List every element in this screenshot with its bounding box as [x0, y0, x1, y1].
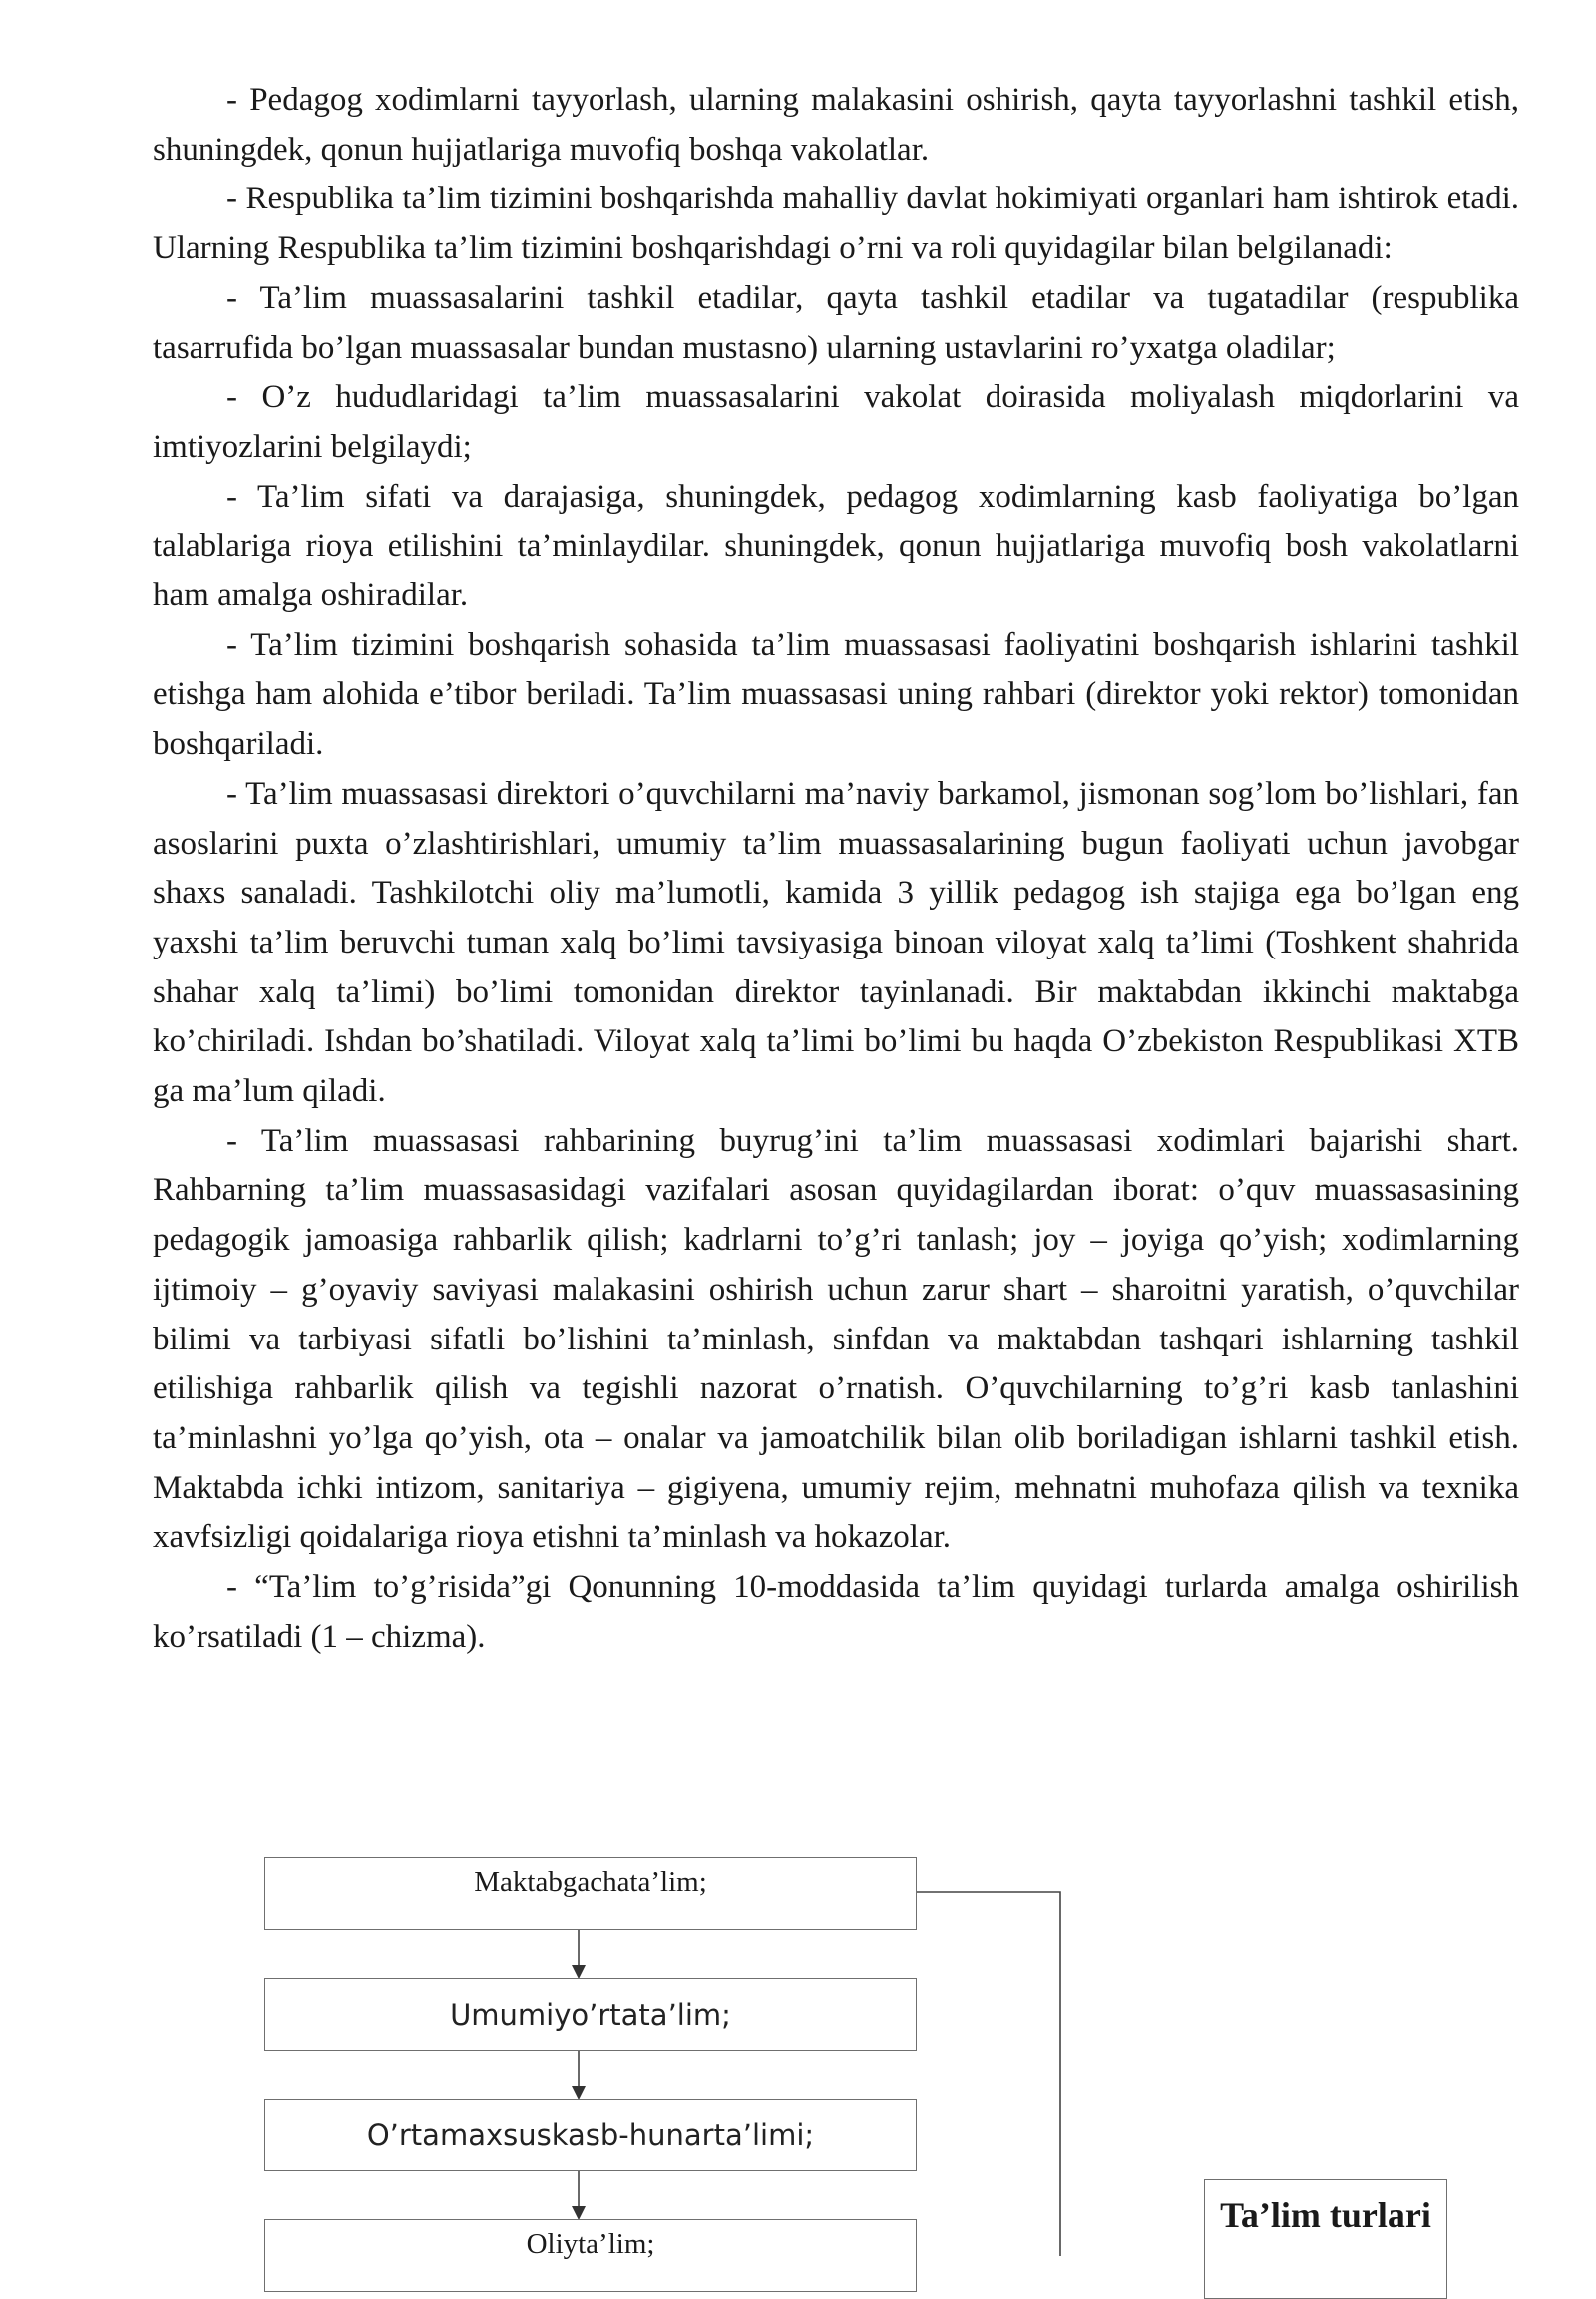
- box-label: O’rtamaxsuskasb-hunarta’limi;: [366, 2117, 815, 2152]
- box-label: Umumiyo’rtata’lim;: [450, 1997, 731, 2032]
- paragraph: - Respublika ta’lim tizimini boshqarishda mahalliy davlat hokimiyati organlari ham ishtirok etadi. Ularning Respublika ta’lim tizimini boshqarishdagi o’rni va roli quyidagilar bilan belgilanadi:: [153, 181, 1519, 267]
- body-text: [153, 76, 1519, 1663]
- box-label: Oliyta’lim;: [526, 2228, 655, 2260]
- box-label: Maktabgachata’lim;: [474, 1866, 707, 1898]
- paragraph: - Ta’lim tizimini boshqarish sohasida ta’lim muassasasi faoliyatini boshqarish ishlarini tashkil etishga ham alohida e’tibor beriladi. Ta’lim muassasasi uning rahbari (direktor yoki rektor) tomonidan boshqariladi.: [153, 626, 1519, 763]
- arrowhead: [572, 2086, 586, 2100]
- diagram-title: Ta’lim turlari: [1220, 2195, 1431, 2235]
- paragraph: - “Ta’lim to’g’risida”gi Qonunning 10-moddasida ta’lim quyidagi turlarda amalga oshirilish ko’rsatiladi (1 – chizma).: [153, 1569, 1519, 1655]
- box-umumiy: [264, 1978, 917, 2051]
- box-maktabgacha: [264, 1857, 917, 1930]
- connector-line: [916, 1892, 1060, 2256]
- arrowhead: [572, 1965, 586, 1979]
- box-ortamaxsus: [264, 2099, 917, 2171]
- arrowhead: [572, 2206, 586, 2220]
- paragraph: - Ta’lim muassasalarini tashkil etadilar, qayta tashkil etadilar va tugatadilar (respublika tasarrufida bo’lgan muassasalar bundan mustasno) ularning ustavlarini ro’yxatga oladilar;: [153, 279, 1519, 366]
- paragraph: - Pedagog xodimlarni tayyorlash, ularning malakasini oshirish, qayta tayyorlashni tashkil etish, shuningdek, qonun hujjatlariga muvofiq boshqa vakolatlar.: [153, 82, 1519, 168]
- paragraph: - Ta’lim muassasasi direktori o’quvchilarni ma’naviy barkamol, jismonan sog’lom bo’lishlari, fan asoslarini puxta o’zlashtirishlari, umumiy ta’lim muassasalarining bugun faoliyati uchun javobgar shaxs sanaladi. Tashkilotchi oliy ma’lumotli, kamida 3 yillik pedagog ish stajiga ega bo’lgan eng yaxshi ta’lim beruvchi tuman xalq bo’limi tavsiyasiga binoan viloyat xalq ta’limi (Toshkent shahrida shahar xalq ta’limi) bo’limi tomonidan direktor tayinlanadi. Bir maktabdan ikkinchi maktabga ko’chiriladi. Ishdan bo’shatiladi. Viloyat xalq ta’limi bo’limi bu haqda O’zbekiston Respublikasi XTB ga ma’lum qiladi.: [153, 775, 1519, 1110]
- diagram-title-box: [1204, 2179, 1447, 2299]
- paragraph: - Ta’lim sifati va darajasiga, shuningdek, pedagog xodimlarning kasb faoliyatiga bo’lgan talablariga rioya etilishini ta’minlaydilar. shuningdek, qonun hujjatlariga muvofiq bosh vakolatlarni ham amalga oshiradilar.: [153, 478, 1519, 614]
- paragraph: - Ta’lim muassasasi rahbarining buyrug’ini ta’lim muassasasi xodimlari bajarishi shart. Rahbarning ta’lim muassasasidagi vazifalari asosan quyidagilardan iborat: o’quv muassasasining pedagogik jamoasiga rahbarlik qilish; kadrlarni to’g’ri tanlash; joy – joyiga qo’yish; xodimlarning ijtimoiy – g’oyaviy saviyasi malakasini oshirish uchun zarur shart – sharoitni yaratish, o’quvchilar bilimi va tarbiyasi sifatli bo’lishini ta’minlash, sinfdan va maktabdan tashqari ishlarning tashkil etilishiga rahbarlik qilish va tegishli nazorat o’rnatish. O’quvchilarning to’g’ri kasb tanlashini ta’minlashni yo’lga qo’yish, ota – onalar va jamoatchilik bilan olib boriladigan ishlarni tashkil etish. Maktabda ichki intizom, sanitariya – gigiyena, umumiy rejim, mehnatni muhofaza qilish va texnika xavfsizligi qoidalariga rioya etishni ta’minlash va hokazolar.: [153, 1122, 1519, 1556]
- paragraph: - O’z hududlaridagi ta’lim muassasalarini vakolat doirasida moliyalash miqdorlarini va imtiyozlarini belgilaydi;: [153, 379, 1519, 465]
